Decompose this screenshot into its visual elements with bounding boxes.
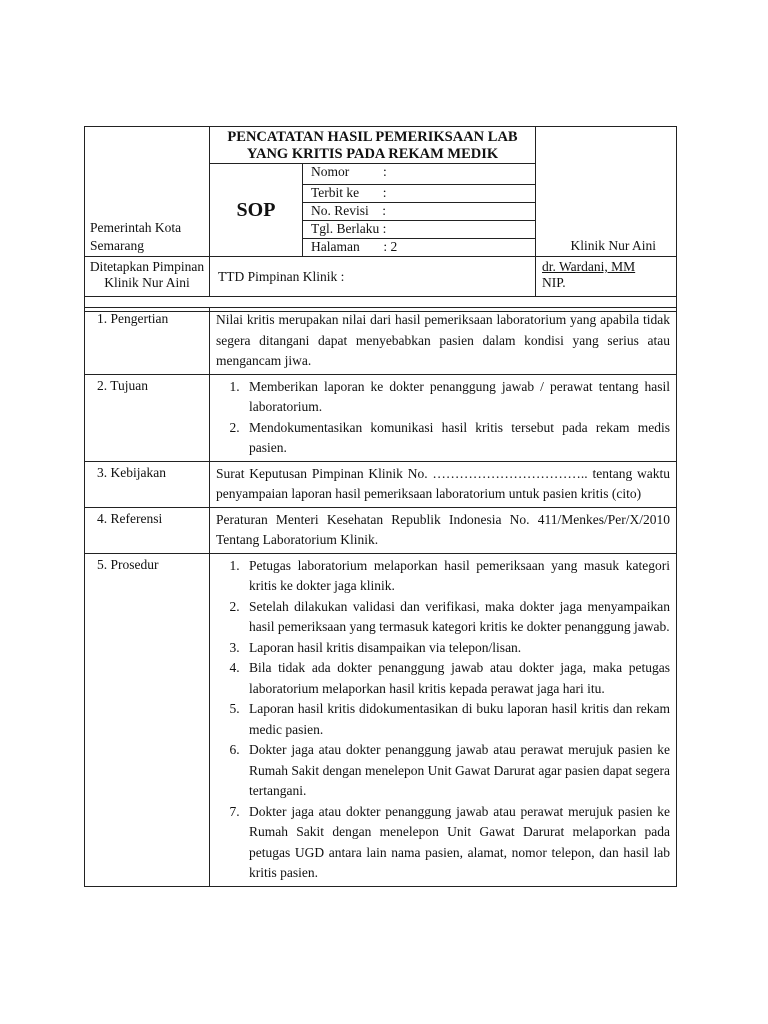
list-item: 3. Laporan hasil kritis disampaikan via telepon/lisan.	[243, 638, 670, 659]
org-line-1: Pemerintah Kota	[90, 220, 182, 235]
list-item: 1. Petugas laboratorium melaporkan hasil pemeriksaan yang masuk kategori kritis ke dokter jaga klinik.	[243, 556, 670, 597]
org-line-2: Semarang	[90, 238, 144, 253]
sop-body-table	[84, 307, 677, 887]
section-text: Surat Keputusan Pimpinan Klinik No. …………………………….. tentang waktu penyampaian laporan hasil pemeriksaan laboratorium untuk pasien kritis (cito)	[210, 461, 677, 507]
section-text: Peraturan Menteri Kesehatan Republik Indonesia No. 411/Menkes/Per/X/2010 Tentang Laboratorium Klinik.	[210, 507, 677, 553]
title-line-1: PENCATATAN HASIL PEMERIKSAAN LAB	[227, 129, 518, 145]
ditetapkan	[85, 257, 210, 297]
document-title	[210, 127, 536, 164]
list-item: 2. Setelah dilakukan validasi dan verifikasi, maka dokter jaga menyampaikan hasil pemeriksaan yang termasuk kategori kritis ke dokter penanggung jawab.	[243, 597, 670, 638]
section-label: 1. Pengertian	[85, 308, 210, 375]
section-label: 4. Referensi	[85, 507, 210, 553]
field-nomor: Nomor :	[303, 164, 536, 185]
ditetapkan-line-1: Ditetapkan Pimpinan	[89, 259, 205, 274]
signer-name: dr. Wardani, MM	[542, 259, 636, 274]
sop-header-table	[84, 126, 677, 312]
list-item: 2. Mendokumentasikan komunikasi hasil kritis tersebut pada rekam medis pasien.	[243, 418, 670, 459]
prosedur-list	[216, 556, 670, 884]
section-prosedur	[85, 553, 677, 886]
section-label: 5. Prosedur	[85, 553, 210, 886]
section-label: 2. Tujuan	[85, 374, 210, 461]
section-referensi	[85, 507, 677, 553]
field-no-revisi: No. Revisi :	[303, 203, 536, 221]
field-tgl-berlaku: Tgl. Berlaku :	[303, 221, 536, 239]
section-list	[210, 374, 677, 461]
section-label: 3. Kebijakan	[85, 461, 210, 507]
field-halaman: Halaman : 2	[303, 239, 536, 257]
title-line-2: YANG KRITIS PADA REKAM MEDIK	[246, 146, 499, 162]
tujuan-list	[216, 377, 670, 459]
list-item: 5. Laporan hasil kritis didokumentasikan di buku laporan hasil kritis dan rekam medic pasien.	[243, 699, 670, 740]
list-item: 1. Memberikan laporan ke dokter penanggung jawab / perawat tentang hasil laboratorium.	[243, 377, 670, 418]
list-item: 7. Dokter jaga atau dokter penanggung jawab atau perawat merujuk pasien ke Rumah Sakit dengan menelepon Unit Gawat Darurat melaporkan pada petugas UGD antara lain nama pasien, alamat, nomor telepon, dan hasil lab kritis pasien.	[243, 802, 670, 884]
government-org	[85, 127, 210, 257]
section-kebijakan	[85, 461, 677, 507]
ttd-label: TTD Pimpinan Klinik :	[210, 257, 536, 297]
section-text: Nilai kritis merupakan nilai dari hasil pemeriksaan laboratorium yang apabila tidak segera ditangani dapat menyebabkan pasien dalam kondisi yang serius atau mengancam jiwa.	[210, 308, 677, 375]
list-item: 4. Bila tidak ada dokter penanggung jawab atau dokter jaga, maka petugas laboratorium melaporkan hasil kritis kepada perawat jaga hari itu.	[243, 658, 670, 699]
section-list	[210, 553, 677, 886]
ditetapkan-line-2: Klinik Nur Aini	[104, 275, 190, 290]
signer-nip: NIP.	[542, 275, 566, 290]
signer	[536, 257, 677, 297]
sop-label: SOP	[210, 164, 303, 257]
clinic-name: Klinik Nur Aini	[536, 127, 677, 257]
section-tujuan	[85, 374, 677, 461]
list-item: 6. Dokter jaga atau dokter penanggung jawab atau perawat merujuk pasien ke Rumah Sakit dengan menelepon Unit Gawat Darurat agar pasien dapat segera tertangani.	[243, 740, 670, 802]
field-terbit-ke: Terbit ke :	[303, 185, 536, 203]
section-pengertian	[85, 308, 677, 375]
